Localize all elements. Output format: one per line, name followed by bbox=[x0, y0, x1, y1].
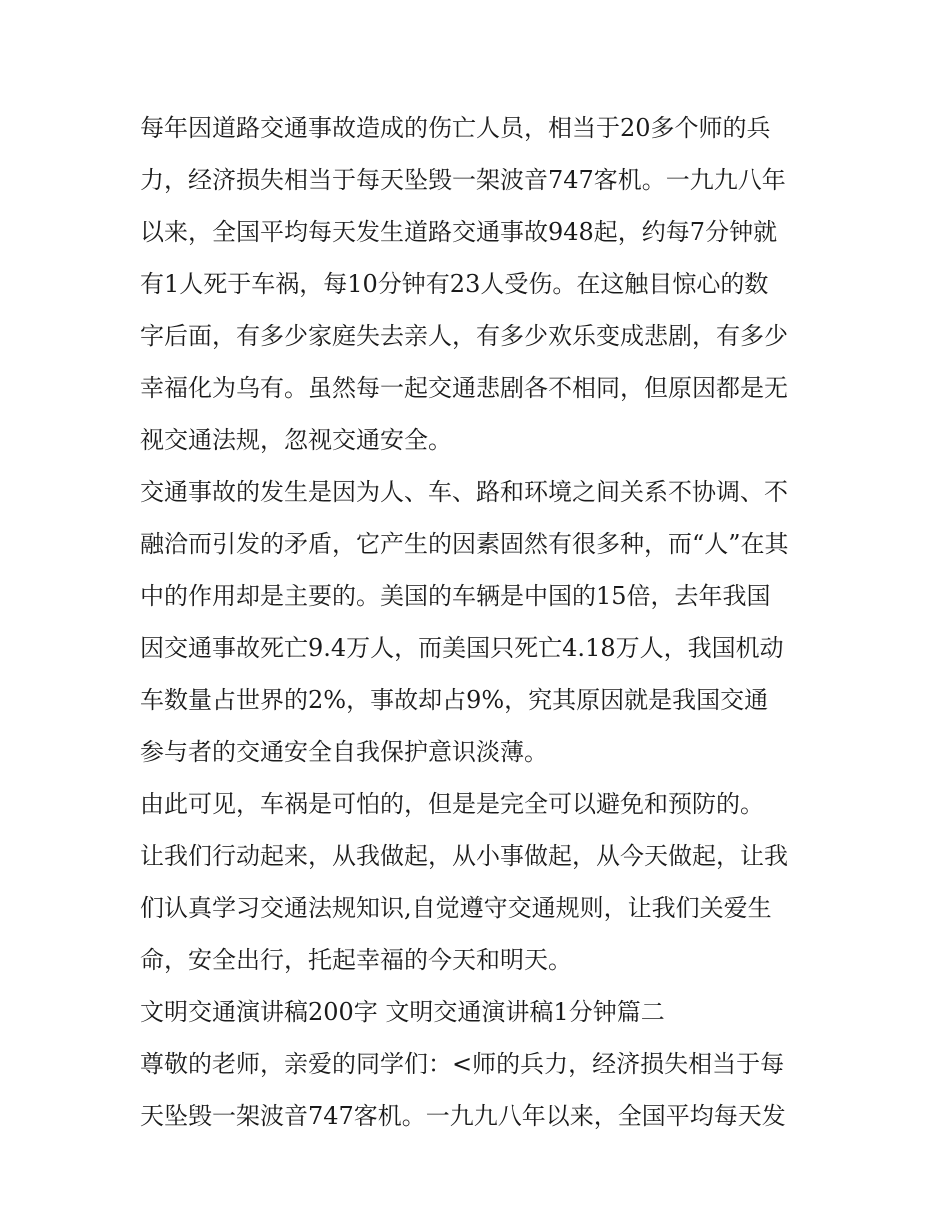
text-line: 以来，全国平均每天发生道路交通事故948起，约每7分钟就 bbox=[140, 218, 778, 246]
text-line: 每年因道路交通事故造成的伤亡人员，相当于20多个师的兵 bbox=[140, 114, 771, 142]
text-line: 交通事故的发生是因为人、车、路和环境之间关系不协调、不 bbox=[140, 478, 788, 506]
text-line: 们认真学习交通法规知识,自觉遵守交通规则，让我们关爱生 bbox=[140, 894, 772, 922]
text-line: 让我们行动起来，从我做起，从小事做起，从今天做起，让我 bbox=[140, 842, 788, 870]
text-line: 幸福化为乌有。虽然每一起交通悲剧各不相同，但原因都是无 bbox=[140, 374, 788, 402]
text-line: 天坠毁一架波音747客机。一九九八年以来，全国平均每天发 bbox=[140, 1102, 786, 1130]
text-line: 视交通法规，忽视交通安全。 bbox=[140, 426, 452, 454]
text-line: 车数量占世界的2%，事故却占9%，究其原因就是我国交通 bbox=[140, 686, 769, 714]
text-line: 因交通事故死亡9.4万人，而美国只死亡4.18万人，我国机动 bbox=[140, 634, 784, 662]
text-line: 力，经济损失相当于每天坠毁一架波音747客机。一九九八年 bbox=[140, 166, 786, 194]
document-body bbox=[140, 110, 820, 1150]
text-line: 由此可见，车祸是可怕的，但是是完全可以避免和预防的。 bbox=[140, 790, 764, 818]
text-line: 字后面，有多少家庭失去亲人，有多少欢乐变成悲剧，有多少 bbox=[140, 322, 788, 350]
text-line: 尊敬的老师，亲爱的同学们：<师的兵力，经济损失相当于每 bbox=[140, 1050, 785, 1078]
text-line: 中的作用却是主要的。美国的车辆是中国的15倍，去年我国 bbox=[140, 582, 771, 610]
section-heading: 文明交通演讲稿200字 文明交通演讲稿1分钟篇二 bbox=[140, 998, 665, 1026]
text-line: 融洽而引发的矛盾，它产生的因素固然有很多种，而“人”在其 bbox=[140, 530, 789, 558]
text-line: 参与者的交通安全自我保护意识淡薄。 bbox=[140, 738, 548, 766]
text-line: 命，安全出行，托起幸福的今天和明天。 bbox=[140, 946, 572, 974]
text-line: 有1人死于车祸，每10分钟有23人受伤。在这触目惊心的数 bbox=[140, 270, 769, 298]
